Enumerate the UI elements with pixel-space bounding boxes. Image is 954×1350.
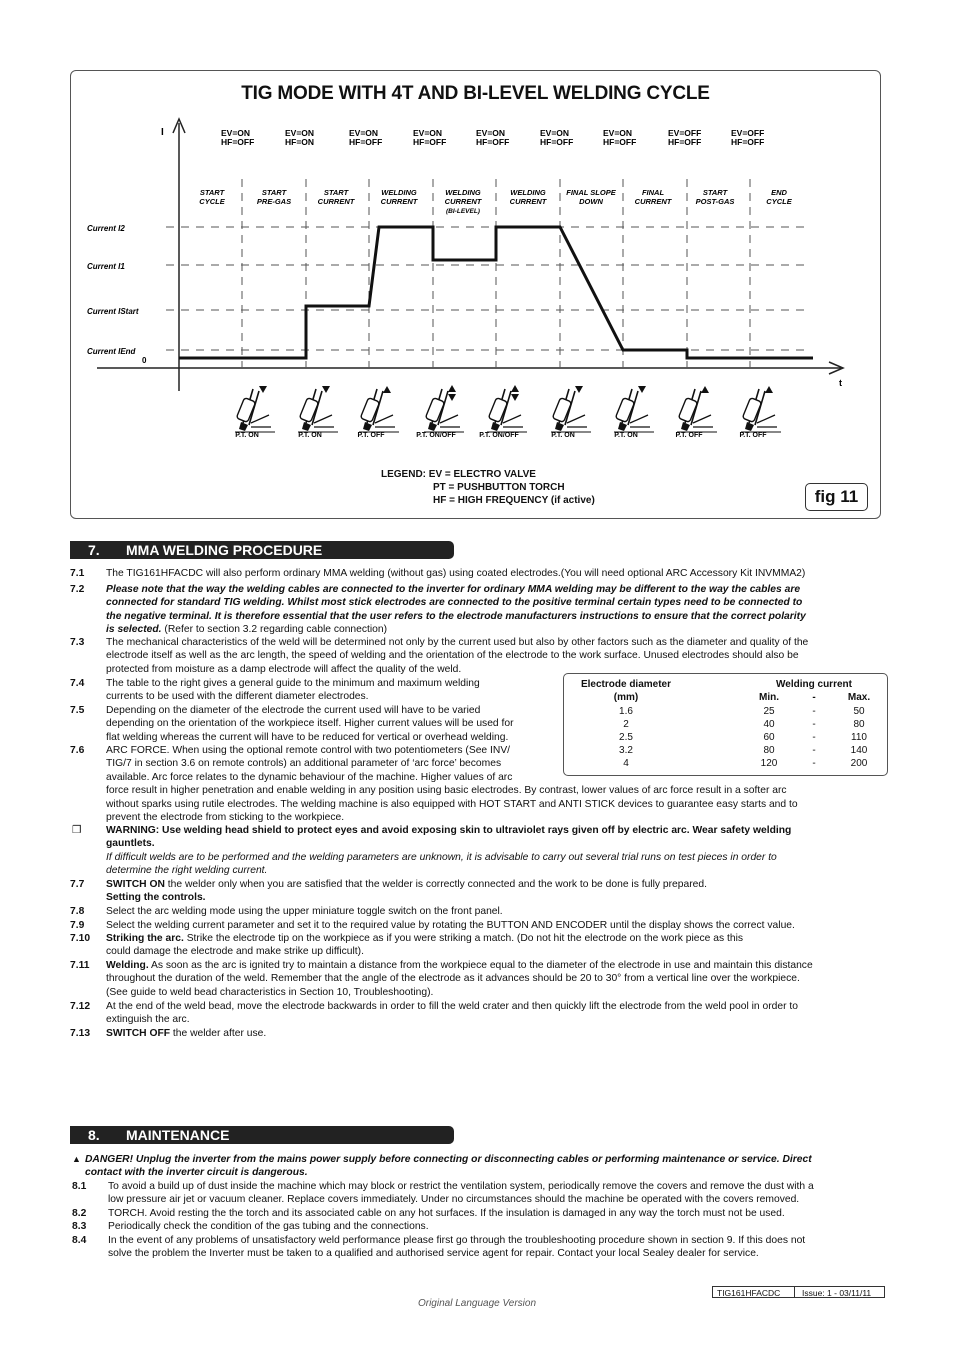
para-line: At the end of the weld bead, move the electrode backwards in order to fill the weld crater and then quickly lift the electrode from the weld pool in order to [106, 1001, 798, 1012]
para-7-5 [106, 704, 514, 744]
para-number: 7.4 [70, 678, 85, 689]
table-cell-min: 80 [763, 745, 775, 756]
table-cell-sep: - [812, 706, 816, 717]
electrode-current-table [563, 673, 888, 776]
torch-label: P.T. ON/OFF [479, 432, 519, 439]
arrow-down-icon [259, 386, 267, 393]
para-number: 7.13 [70, 1028, 91, 1039]
para-line: extinguish the arc. [106, 1014, 190, 1026]
table-cell-diameter: 4 [623, 758, 629, 769]
torch-label: P.T. ON [551, 432, 575, 439]
para-line: Setting the controls. [106, 892, 206, 904]
phase-label: FINAL [641, 188, 665, 197]
arrow-down-icon [575, 386, 583, 393]
para-number: 7.7 [70, 879, 85, 890]
para-line: Welding. [106, 960, 149, 971]
para-7-9: Select the welding current parameter and set it to the required value by rotating the BUTTON AND ENCODER until the display shows the correct value. [106, 920, 795, 931]
torch-label: P.T. OFF [675, 432, 703, 439]
para-line: The table to the right gives a general guide to the minimum and maximum welding [106, 678, 480, 689]
para-number: 8.3 [72, 1221, 87, 1232]
ev-state: EV=ON [349, 128, 379, 138]
para-number: 7.6 [70, 745, 85, 756]
para-line: could damage the electrode and make strike up difficult). [106, 946, 364, 958]
hf-state: HF=OFF [476, 137, 510, 147]
para-7-8: Select the arc welding mode using the upper miniature toggle switch on the front panel. [106, 906, 503, 917]
para-line: To avoid a build up of dust inside the machine which may block or restrict the ventilation system, periodically remove the covers and remove the dust with a [108, 1181, 814, 1192]
hf-state: HF=OFF [668, 137, 702, 147]
para-line: (Refer to section 3.2 regarding cable connection) [161, 624, 388, 636]
table-cell-sep: - [812, 732, 816, 743]
arrow-up-icon [383, 386, 391, 393]
torch-label: P.T. OFF [739, 432, 767, 439]
para-line: Striking the arc. [106, 933, 184, 944]
para-line: the welder only when you are satisfied that the welder is correctly connected and the work to be done is fully prepared. [164, 879, 707, 890]
phase-label: START [323, 188, 349, 197]
para-7-13 [106, 1027, 266, 1040]
level-label: Current IStart [87, 307, 139, 316]
legend-ev: LEGEND: EV = ELECTRO VALVE [381, 469, 536, 480]
torch-icon [551, 389, 591, 432]
arrow-up-icon [701, 386, 709, 393]
table-header-min: Min. [759, 692, 779, 703]
hf-state: HF=OFF [349, 137, 383, 147]
table-cell-diameter: 3.2 [619, 745, 633, 756]
para-line: the welder after use. [170, 1028, 267, 1039]
para-number: 7.2 [70, 584, 85, 595]
danger-block [85, 1153, 812, 1180]
section-title: MMA WELDING PROCEDURE [126, 542, 323, 558]
phase-label: DOWN [579, 197, 603, 206]
para-line: available. Arc force relates to the dynamic behaviour of the machine. Higher values of arc [106, 771, 513, 783]
danger-icon: ▲ [72, 1154, 81, 1164]
level-label: Current IEnd [87, 347, 136, 356]
para-number: 7.12 [70, 1001, 91, 1012]
legend-pt: PT = PUSHBUTTON TORCH [433, 482, 565, 493]
table-cell-diameter: 2.5 [619, 732, 633, 743]
hf-state: HF=OFF [603, 137, 637, 147]
table-header-diameter: Electrode diameter [580, 679, 672, 690]
para-7-2 [106, 583, 806, 637]
torch-icon [614, 389, 654, 432]
phase-label: START [261, 188, 287, 197]
table-cell-max: 140 [850, 745, 868, 756]
hf-state: HF=OFF [221, 137, 255, 147]
ev-state: EV=OFF [668, 128, 702, 138]
phase-label: CURRENT [380, 197, 418, 206]
para-line: solve the problem the Inverter must be taken to a qualified and authorised service agent for repair. Contact your local Sealey dealer for service. [108, 1248, 759, 1260]
para-7-3 [106, 636, 808, 676]
section-number: 8. [88, 1127, 100, 1143]
figure-label: fig 11 [805, 483, 868, 511]
para-line: Strike the electrode tip on the workpiece as if you were striking a match. (Do not hit the electrode on the work piece as this [183, 933, 744, 944]
para-line: TIG/7 in section 3.6 on remote controls) an additional parameter of ‘arc force’ becomes [106, 758, 502, 770]
phase-label: CURRENT [444, 197, 482, 206]
arrow-up-icon [448, 385, 456, 392]
phase-label: POST-GAS [695, 197, 735, 206]
warning-block [106, 824, 791, 878]
ev-state: EV=ON [285, 128, 315, 138]
table-cell-min: 40 [763, 719, 775, 730]
phase-label: PRE-GAS [256, 197, 292, 206]
para-number: 8.1 [72, 1181, 87, 1192]
para-line: SWITCH ON [106, 879, 165, 890]
arrow-up-icon [765, 386, 773, 393]
para-8-2: TORCH. Avoid resting the the torch and its associated cable on any hot surfaces. If the insulation is damaged in any way the torch must not be used. [108, 1208, 785, 1219]
para-number: 7.8 [70, 906, 85, 917]
torch-label: P.T. OFF [357, 432, 385, 439]
para-line: depending on the orientation of the workpiece itself. Higher current values will be used for [106, 718, 514, 730]
para-line: Depending on the diameter of the electrode the current used will have to be varied [106, 705, 481, 716]
phase-label: CYCLE [766, 197, 792, 206]
phase-label: WELDING [510, 188, 546, 197]
table-cell-max: 50 [853, 706, 865, 717]
torch-icon [424, 389, 464, 432]
torch-label: P.T. ON/OFF [416, 432, 456, 439]
table-header-dash: - [812, 692, 816, 703]
para-number: 7.3 [70, 637, 85, 648]
footer-divider [794, 1286, 795, 1298]
level-label: Current I1 [87, 262, 125, 271]
para-line: force result in higher penetration and enable welding in any position using basic electrodes. By contrast, lower values of arc force result in a softer arc [106, 785, 787, 797]
phase-label: WELDING [381, 188, 417, 197]
para-line: (See guide to weld bead characteristics in Section 10, Troubleshooting). [106, 986, 434, 998]
phase-label: START [199, 188, 225, 197]
torch-icon [235, 389, 275, 432]
para-line: contact with the inverter circuit is dangerous. [85, 1167, 308, 1179]
para-number: 7.11 [70, 960, 90, 971]
para-7-4 [106, 677, 480, 704]
para-8-1 [108, 1180, 814, 1207]
table-cell-min: 120 [760, 758, 778, 769]
legend-hf: HF = HIGH FREQUENCY (if active) [433, 495, 595, 506]
section-8-header [70, 1126, 454, 1144]
x-axis-label: t [839, 378, 842, 388]
para-number: 7.5 [70, 705, 85, 716]
para-number: 8.2 [72, 1208, 87, 1219]
para-line: WARNING: Use welding head shield to protect eyes and avoid exposing skin to ultraviolet rays given off by electric arc. Wear safety welding [106, 825, 792, 836]
hf-state: HF=OFF [731, 137, 765, 147]
arrow-down-icon [638, 386, 646, 393]
ev-state: EV=ON [476, 128, 506, 138]
table-cell-max: 110 [851, 732, 867, 743]
para-line: Please note that the way the welding cables are connected to the inverter for ordinary MMA welding may be different to the way the cables are [106, 584, 801, 595]
para-number: 7.1 [70, 568, 85, 579]
phase-label: END [771, 188, 787, 197]
torch-label: P.T. ON [298, 432, 322, 439]
arrow-down-icon [448, 394, 456, 401]
phase-label: (BI-LEVEL) [446, 208, 480, 215]
table-header-unit: (mm) [613, 692, 639, 703]
torch-icon [741, 389, 781, 432]
model-code: TIG161HFACDC [717, 1288, 781, 1298]
original-language-note: Original Language Version [417, 1298, 537, 1309]
table-cell-min: 60 [763, 732, 775, 743]
torch-icon [359, 389, 399, 432]
zero-label: 0 [142, 356, 147, 365]
table-cell-max: 200 [850, 758, 868, 769]
para-7-7 [106, 878, 707, 905]
para-line: gauntlets. [106, 838, 155, 850]
table-cell-sep: - [812, 758, 816, 769]
table-cell-sep: - [812, 745, 816, 756]
para-number: 7.10 [70, 933, 91, 944]
para-line: SWITCH OFF [106, 1028, 171, 1039]
table-header-max: Max. [847, 692, 871, 703]
para-line: If difficult welds are to be performed and the welding parameters are unknown, it is advisable to carry out several trial runs on test pieces in order to [106, 851, 777, 863]
para-line: electrode itself as well as the arc length, the speed of welding and the orientation of the electrode to the work surface. Unused electrodes should also be [106, 650, 799, 662]
ev-state: EV=ON [603, 128, 633, 138]
phase-label: CURRENT [317, 197, 355, 206]
torch-icon [298, 389, 338, 432]
figure-11 [70, 70, 881, 519]
table-cell-diameter: 1.6 [619, 706, 633, 717]
torch-label: P.T. ON [235, 432, 259, 439]
ev-state: EV=ON [540, 128, 570, 138]
ev-state: EV=OFF [731, 128, 765, 138]
issue-date: Issue: 1 - 03/11/11 [802, 1288, 872, 1298]
table-cell-diameter: 2 [623, 719, 629, 730]
hf-state: HF=OFF [413, 137, 447, 147]
phase-label: WELDING [445, 188, 481, 197]
level-label: Current I2 [87, 224, 125, 233]
para-line: ARC FORCE. When using the optional remote control with two potentiometers (See INV/ [106, 745, 511, 756]
hf-state: HF=ON [285, 137, 315, 147]
para-number: 8.4 [72, 1235, 87, 1246]
para-7-10 [106, 932, 743, 959]
table-cell-max: 80 [853, 719, 865, 730]
hf-state: HF=OFF [540, 137, 574, 147]
footer-code-box [712, 1286, 885, 1298]
para-line: is selected. [106, 624, 162, 636]
torch-icon [487, 389, 527, 432]
torch-label: P.T. ON [614, 432, 638, 439]
phase-label: FINAL SLOPE [566, 188, 616, 197]
phase-label: CYCLE [199, 197, 225, 206]
arrow-down-icon [322, 386, 330, 393]
legend [381, 468, 595, 507]
arrow-down-icon [511, 394, 519, 401]
para-7-1: The TIG161HFACDC will also perform ordinary MMA welding (without gas) using coated electrodes.(You will need optional ARC Accessory Kit INVMMA2) [106, 568, 806, 579]
para-line: low pressure air jet or vacuum cleaner. Replace covers immediately. Under no circumstances should the machine be operated with the covers removed. [108, 1194, 800, 1206]
para-line: without sparks using rutile electrodes. The welding machine is also equipped with HOT START and ANTI STICK devices to guarantee easy starts and to [106, 798, 798, 810]
ev-state: EV=ON [221, 128, 251, 138]
para-line: the negative terminal. It is therefore essential that the user refers to the electrode manufacturers instructions to ensure that the correct polarity [106, 610, 806, 622]
section-title: MAINTENANCE [126, 1127, 230, 1143]
para-line: The mechanical characteristics of the weld will be determined not only by the current used but also by other factors such as the diameter and quality of the [106, 637, 809, 648]
phase-label: CURRENT [634, 197, 672, 206]
table-cell-min: 25 [763, 706, 775, 717]
torch-icon [677, 389, 717, 432]
para-line: As soon as the arc is ignited try to maintain a distance from the workpiece equal to the diameter of the electrode in use and maintain this distance [148, 960, 813, 971]
para-line: In the event of any problems of unsatisfactory weld performance please first go through the troubleshooting procedure shown in section 9. If this does not [108, 1235, 806, 1246]
para-line: DANGER! Unplug the inverter from the mains power supply before connecting or disconnecting cables or performing maintenance or service. Direct [85, 1154, 812, 1165]
para-7-11 [106, 959, 813, 999]
para-7-12 [106, 1000, 798, 1027]
para-line: throughout the duration of the weld. Remember that the angle of the electrode as it advances should be 20 to 30° from a vertical line over the workpiece. [106, 973, 800, 985]
table-cell-sep: - [812, 719, 816, 730]
y-axis-label: I [161, 127, 164, 138]
warning-mark: ❒ [72, 825, 82, 836]
figure-title: TIG MODE WITH 4T AND BI-LEVEL WELDING CYCLE [241, 83, 710, 104]
para-number: 7.9 [70, 920, 85, 931]
para-line: connected for standard TIG welding. Whilst most stick electrodes are connected to the positive terminal certain types need to be connected to [106, 597, 803, 609]
section-number: 7. [88, 542, 100, 558]
phase-label: START [702, 188, 728, 197]
para-8-4 [108, 1234, 805, 1261]
table-header-current: Welding current [776, 679, 852, 690]
para-line: protected from moisture as a damp electrode will affect the quality of the weld. [106, 663, 462, 675]
para-line: currents to be used with the different diameter electrodes. [106, 691, 369, 703]
ev-state: EV=ON [413, 128, 443, 138]
phase-label: CURRENT [509, 197, 547, 206]
para-line: flat welding whereas the current will have to be reduced for vertical or overhead welding. [106, 731, 509, 743]
para-line: prevent the electrode from sticking to the workpiece. [106, 812, 345, 824]
arrow-up-icon [511, 385, 519, 392]
para-8-3: Periodically check the condition of the gas tubing and the connections. [108, 1221, 429, 1232]
welding-cycle-diagram [71, 71, 882, 520]
section-7-header [70, 541, 454, 559]
para-line: determine the right welding current. [106, 865, 268, 877]
